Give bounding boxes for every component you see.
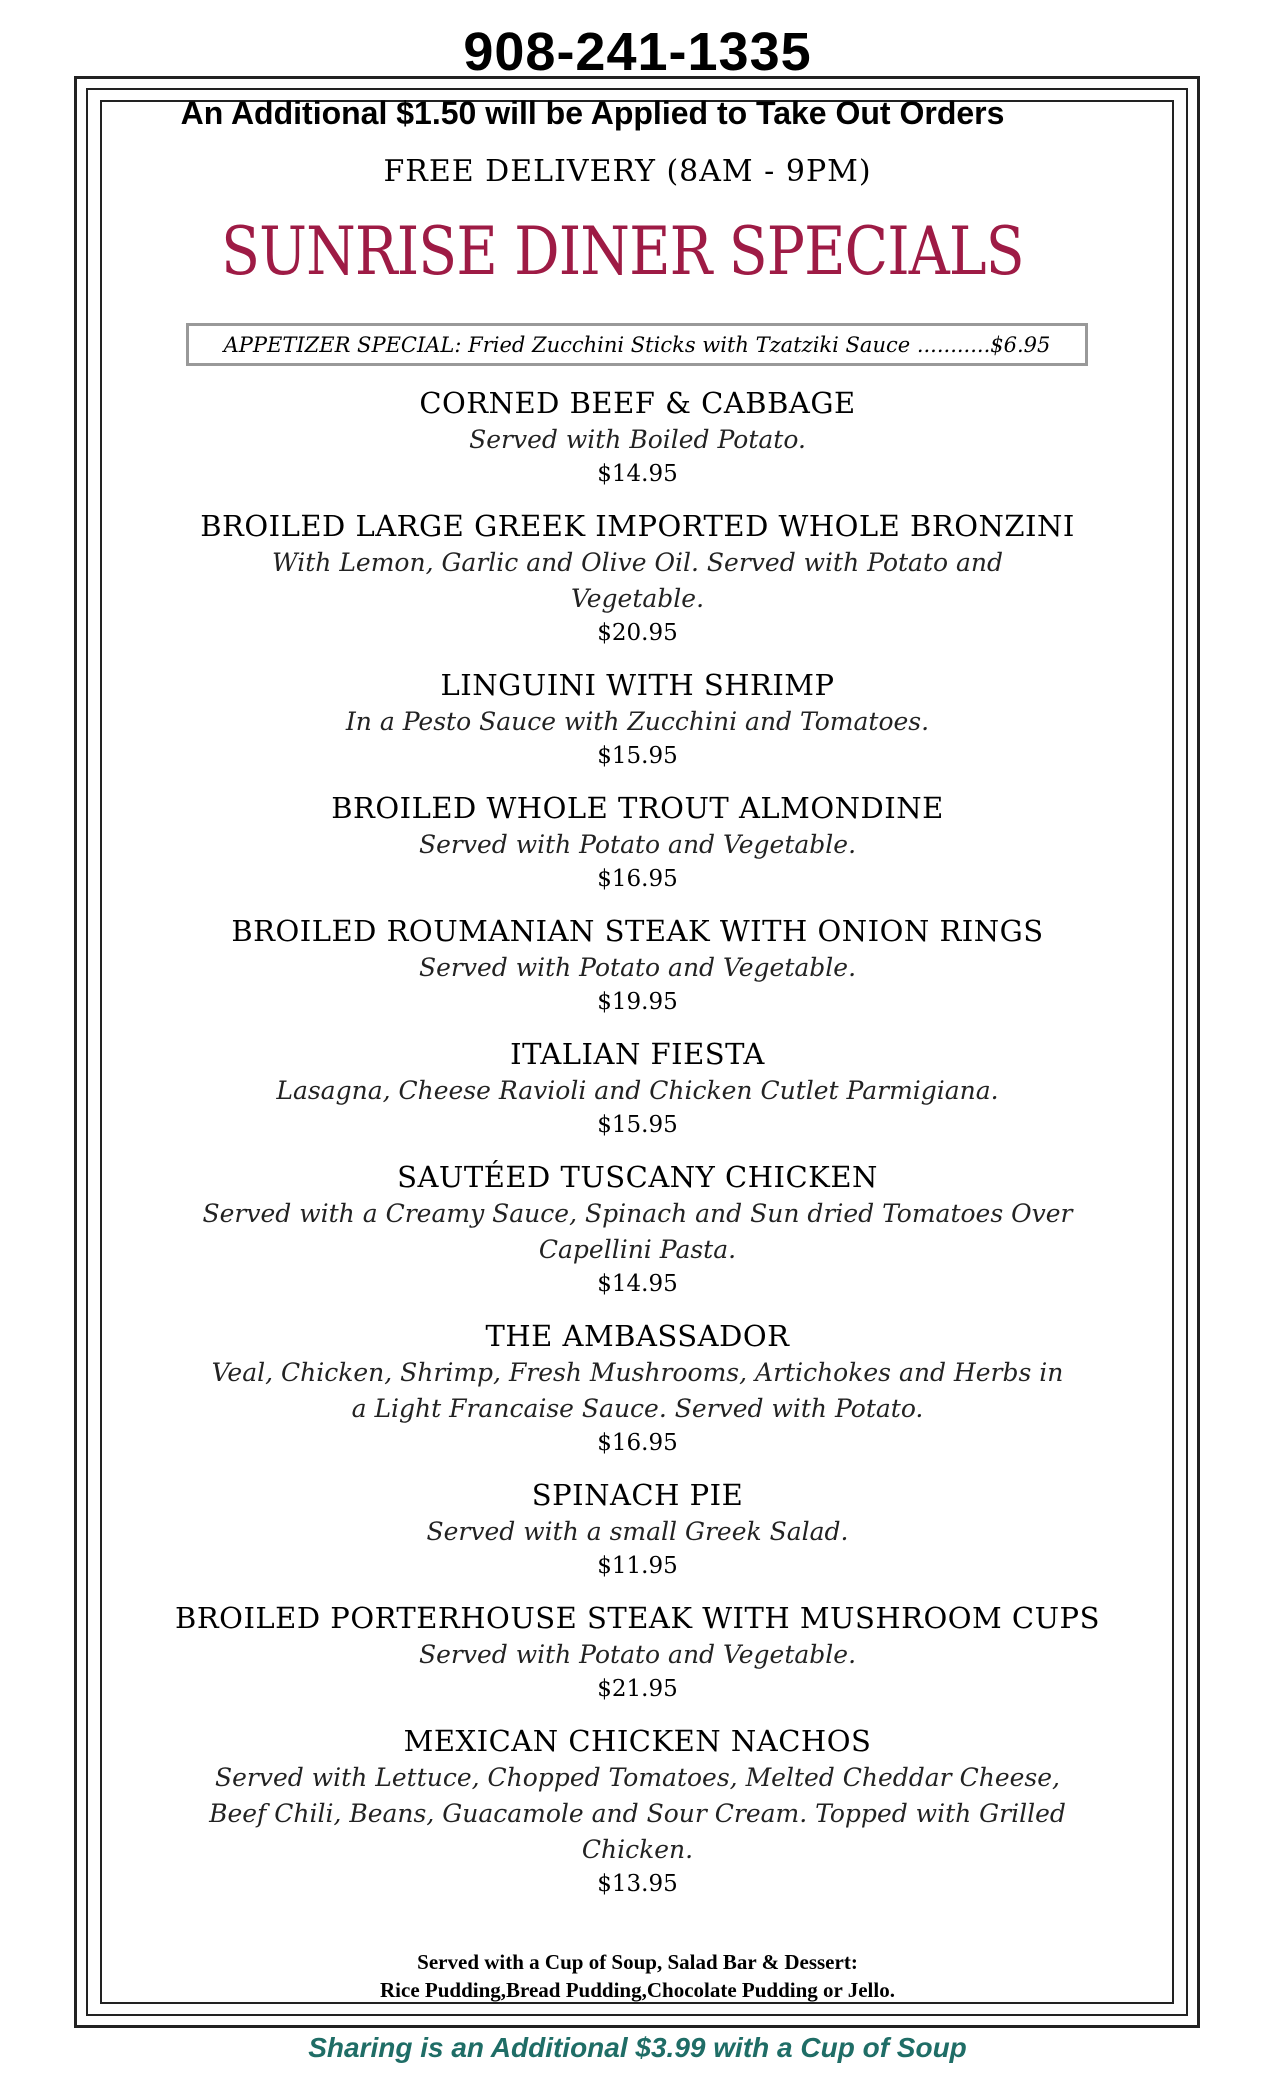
special-name: THE AMBASSADOR: [485, 1319, 790, 1353]
special-price: $15.95: [597, 743, 678, 769]
special-name: SAUTÉED TUSCANY CHICKEN: [397, 1160, 878, 1194]
special-description: Served with a small Greek Salad.: [426, 1517, 849, 1546]
special-description: Served with Potato and Vegetable.: [418, 953, 857, 982]
special-price: $14.95: [597, 1271, 678, 1297]
special-description: Served with Boiled Potato.: [469, 425, 806, 454]
special-item: [130, 666, 1145, 772]
specials-list: [130, 384, 1145, 1917]
delivery-hours: FREE DELIVERY (8AM - 9PM): [383, 154, 872, 189]
special-description: Veal, Chicken, Shrimp, Fresh Mushrooms, Artichokes and Herbs in a Light Francaise Sauce. Served with Potato.: [211, 1358, 1064, 1423]
included-items-line-1: Served with a Cup of Soup, Salad Bar & Dessert:: [417, 1950, 858, 1974]
special-price: $19.95: [597, 989, 678, 1015]
special-name: BROILED WHOLE TROUT ALMONDINE: [331, 791, 944, 825]
menu-title: SUNRISE DINER SPECIALS: [221, 213, 1024, 290]
special-name: MEXICAN CHICKEN NACHOS: [403, 1724, 872, 1758]
sharing-notice: Sharing is an Additional $3.99 with a Cup of Soup: [308, 2032, 967, 2063]
included-items-line-2: Rice Pudding,Bread Pudding,Chocolate Pudding or Jello.: [380, 1978, 895, 2002]
special-price: $11.95: [597, 1553, 678, 1579]
special-price: $16.95: [597, 866, 678, 892]
special-name: ITALIAN FIESTA: [510, 1037, 765, 1071]
special-price: $13.95: [597, 1871, 678, 1897]
special-description: Served with a Creamy Sauce, Spinach and Sun dried Tomatoes Over Capellini Pasta.: [202, 1199, 1073, 1264]
special-item: [130, 1035, 1145, 1141]
included-items-note: [0, 1948, 1275, 2004]
phone-number: 908-241-1335: [463, 22, 812, 82]
special-name: CORNED BEEF & CABBAGE: [419, 386, 856, 420]
special-price: $20.95: [597, 620, 678, 646]
special-price: $21.95: [597, 1676, 678, 1702]
special-description: Lasagna, Cheese Ravioli and Chicken Cutlet Parmigiana.: [276, 1076, 999, 1105]
special-price: $14.95: [597, 461, 678, 487]
appetizer-special-box: [186, 323, 1088, 366]
special-description: In a Pesto Sauce with Zucchini and Tomatoes.: [345, 707, 930, 736]
special-description: Served with Lettuce, Chopped Tomatoes, Melted Cheddar Cheese, Beef Chili, Beans, Guacamole and Sour Cream. Topped with Grilled Chicken.: [209, 1763, 1066, 1864]
special-item: [130, 1476, 1145, 1582]
special-description: With Lemon, Garlic and Olive Oil. Served with Potato and Vegetable.: [271, 548, 1004, 613]
special-item: [130, 1599, 1145, 1705]
takeout-notice: An Additional $1.50 will be Applied to Take Out Orders: [180, 95, 1005, 131]
appetizer-special-text: APPETIZER SPECIAL: Fried Zucchini Sticks with Tzatziki Sauce ...........$6.95: [223, 333, 1051, 357]
special-item: [130, 507, 1145, 649]
special-name: BROILED LARGE GREEK IMPORTED WHOLE BRONZINI: [200, 509, 1075, 543]
special-name: BROILED PORTERHOUSE STEAK WITH MUSHROOM CUPS: [175, 1601, 1100, 1635]
special-name: SPINACH PIE: [531, 1478, 744, 1512]
special-price: $16.95: [597, 1430, 678, 1456]
special-description: Served with Potato and Vegetable.: [418, 830, 857, 859]
special-name: BROILED ROUMANIAN STEAK WITH ONION RINGS: [231, 914, 1044, 948]
special-item: [130, 1317, 1145, 1459]
special-item: [130, 789, 1145, 895]
special-item: [130, 384, 1145, 490]
special-item: [130, 1158, 1145, 1300]
special-item: [130, 1722, 1145, 1900]
special-price: $15.95: [597, 1112, 678, 1138]
special-item: [130, 912, 1145, 1018]
special-name: LINGUINI WITH SHRIMP: [440, 668, 835, 702]
special-description: Served with Potato and Vegetable.: [418, 1640, 857, 1669]
